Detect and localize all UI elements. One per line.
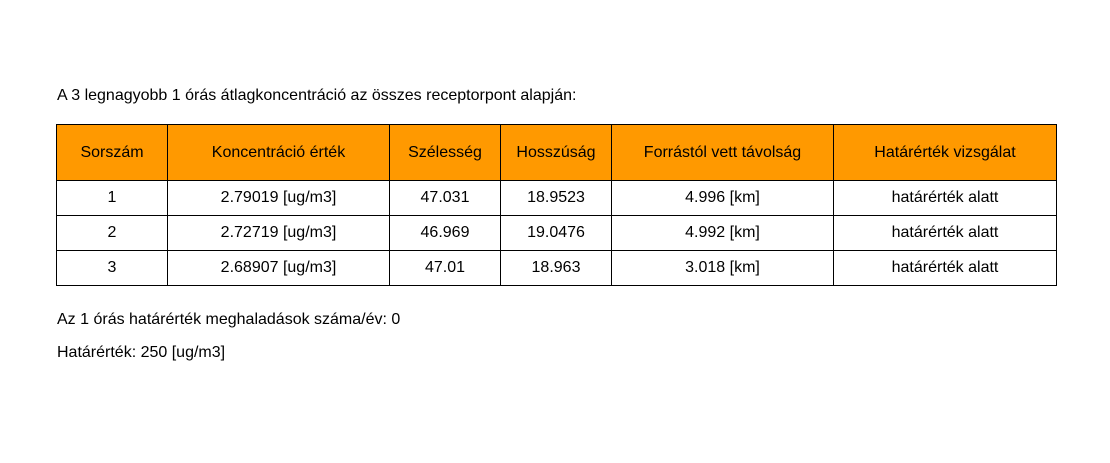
table-caption: A 3 legnagyobb 1 órás átlagkoncentráció az összes receptorpont alapján: — [57, 87, 577, 104]
cell-latitude: 47.01 — [390, 251, 501, 286]
table-row — [57, 216, 1057, 251]
cell-longitude: 19.0476 — [501, 216, 612, 251]
cell-latitude: 47.031 — [390, 181, 501, 216]
limit-label: Határérték: — [57, 344, 137, 361]
cell-concentration: 2.79019 [ug/m3] — [168, 181, 390, 216]
cell-index: 2 — [57, 216, 168, 251]
exceedance-value: 0 — [391, 311, 401, 328]
cell-concentration: 2.68907 [ug/m3] — [168, 251, 390, 286]
cell-index: 3 — [57, 251, 168, 286]
limit-value: 250 [ug/m3] — [140, 344, 226, 361]
column-header-distance: Forrástól vett távolság — [612, 125, 834, 181]
column-header-latitude: Szélesség — [390, 125, 501, 181]
cell-distance: 4.996 [km] — [612, 181, 834, 216]
cell-latitude: 46.969 — [390, 216, 501, 251]
table-row — [57, 251, 1057, 286]
limit-value-line — [57, 343, 225, 363]
cell-longitude: 18.963 — [501, 251, 612, 286]
table-header-row — [57, 125, 1057, 181]
cell-limit-check: határérték alatt — [834, 251, 1057, 286]
column-header-longitude: Hosszúság — [501, 125, 612, 181]
table-row — [57, 181, 1057, 216]
cell-distance: 3.018 [km] — [612, 251, 834, 286]
cell-limit-check: határérték alatt — [834, 216, 1057, 251]
cell-distance: 4.992 [km] — [612, 216, 834, 251]
exceedance-count-line — [57, 310, 400, 330]
cell-longitude: 18.9523 — [501, 181, 612, 216]
cell-concentration: 2.72719 [ug/m3] — [168, 216, 390, 251]
column-header-concentration: Koncentráció érték — [168, 125, 390, 181]
column-header-limit-check: Határérték vizsgálat — [834, 125, 1057, 181]
cell-index: 1 — [57, 181, 168, 216]
exceedance-label: Az 1 órás határérték meghaladások száma/év: — [57, 311, 387, 328]
cell-limit-check: határérték alatt — [834, 181, 1057, 216]
concentration-table — [56, 124, 1057, 286]
column-header-index: Sorszám — [57, 125, 168, 181]
